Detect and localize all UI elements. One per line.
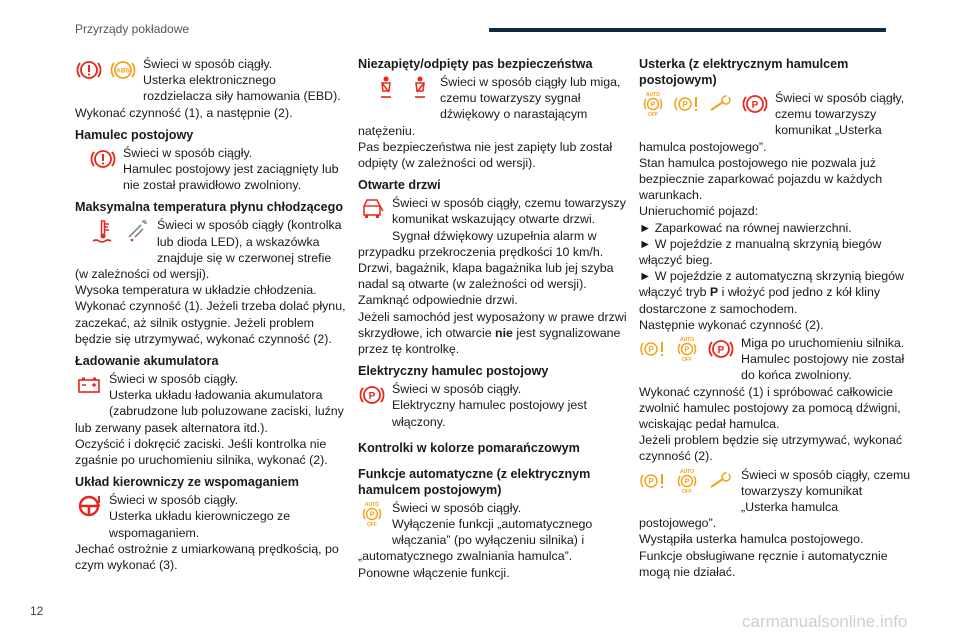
steady-lead: Świeci w sposób ciągły, czemu towarzyszy komunikat „Usterka hamulca postojowego”. — [639, 467, 911, 531]
door-p2: Drzwi, bagażnik, klapa bagażnika lub jej szyba nadal są otwarte (w zależności od wersji). — [358, 261, 614, 292]
seatbelt-section — [358, 74, 630, 171]
seatbelt-rear-icon — [406, 74, 434, 102]
door-open-icon — [358, 195, 386, 223]
header-bar — [489, 28, 886, 32]
svg-text:P: P — [682, 100, 688, 109]
svg-text:OFF: OFF — [648, 112, 658, 118]
battery-action: Oczyścić i dokręcić zaciski. Jeśli kontrolka nie zgaśnie po uruchomieniu silnika, wykonać (2). — [75, 436, 328, 468]
ebd-section — [75, 56, 347, 121]
auto-off-icon — [673, 467, 701, 495]
ebd-icons — [75, 56, 137, 90]
column-3 — [639, 56, 911, 580]
blink-lead: Miga po uruchomieniu silnika. — [741, 336, 905, 351]
fault-p2: Unieruchomić pojazd: — [639, 204, 759, 219]
svg-text:AUTO: AUTO — [679, 337, 695, 344]
epb-lead: Świeci w sposób ciągły. — [392, 382, 522, 397]
fault-b2: ► W pojeździe z manualną skrzynią biegów włączyć bieg. — [639, 236, 882, 268]
fault-p3: Następnie wykonać czynność (2). — [639, 317, 824, 332]
steering-title: Układ kierowniczy ze wspomaganiem — [75, 475, 299, 490]
steering-section — [75, 492, 347, 573]
watermark: carmanualsonline.info — [742, 612, 908, 631]
auto-lead: Świeci w sposób ciągły. — [392, 500, 522, 515]
door-p3: Zamknąć odpowiednie drzwi. — [358, 293, 518, 308]
fault-b3c: i włożyć pod jedno z kół kliny dostarczone z samochodem. — [639, 285, 881, 316]
svg-text:P: P — [717, 345, 725, 357]
epb-icons — [358, 381, 386, 415]
battery-text: Usterka układu ładowania akumulatora (zabrudzone lub poluzowane zaciski, luźny lub zerwany pasek alternatora itd.). — [75, 388, 344, 435]
auto-off-icon — [639, 90, 667, 118]
fault-b1: ► Zaparkować na równej nawierzchni. — [639, 220, 852, 235]
power-steering-icon — [75, 492, 103, 520]
fault-p1: Stan hamulca postojowego nie pozwala już bezpiecznie zaparkować pojazdu w każdych warunkach. — [639, 155, 883, 203]
fault-lead: Świeci w sposób ciągły, czemu towarzyszy komunikat „Usterka hamulca postojowego”. — [639, 91, 905, 154]
steady-p2: Funkcje obsługiwane ręcznie i automatycznie mogą nie działać. — [639, 548, 888, 579]
parking-icons — [75, 145, 117, 179]
svg-text:P: P — [648, 476, 654, 486]
blink-icons — [639, 335, 735, 369]
auto-action: Ponowne włączenie funkcji. — [358, 565, 510, 580]
auto-title: Funkcje automatyczne (z elektrycznym hamulcem postojowym) — [358, 466, 591, 497]
door-section — [358, 195, 630, 357]
coolant-icons — [75, 217, 151, 251]
steady-icons — [639, 467, 735, 501]
battery-lead: Świeci w sposób ciągły. — [109, 372, 239, 387]
fault-section — [639, 90, 911, 333]
fault-b3a: ► W pojeździe z automatyczną skrzynią biegów włączyć tryb — [639, 269, 905, 300]
fault-title: Usterka (z elektrycznym hamulcem postojowym) — [639, 57, 849, 87]
svg-text:OFF: OFF — [682, 488, 692, 495]
svg-text:AUTO: AUTO — [364, 501, 380, 508]
wrench-icon — [707, 90, 735, 118]
door-p4c: jest sygnalizowane przez tę kontrolkę. — [358, 325, 621, 357]
svg-text:P: P — [650, 101, 656, 109]
battery-title: Ładowanie akumulatora — [75, 354, 219, 369]
steering-text: Usterka układu kierowniczego ze wspomaganiem. — [109, 509, 291, 540]
seatbelt-front-icon — [372, 74, 400, 102]
electric-parking-brake-icon — [741, 90, 769, 118]
epb-section — [358, 381, 630, 430]
brake-fault-icon — [639, 467, 667, 495]
seatbelt-lead: Świeci w sposób ciągły lub miga, czemu towarzyszy sygnał dźwiękowy o narastającym natężeniu. — [358, 75, 621, 138]
brake-fault-icon — [639, 335, 667, 363]
svg-text:P: P — [368, 391, 376, 403]
blink-p2: Wykonać czynność (1) i spróbować całkowicie zwolnić hamulec postojowy za pomocą dźwigni, wciskając pedał hamulca. — [639, 384, 901, 432]
epb-text: Elektryczny hamulec postojowy jest włączony. — [392, 398, 587, 429]
coolant-title: Maksymalna temperatura płynu chłodzącego — [75, 200, 344, 215]
brake-fault-icon — [673, 90, 701, 118]
seatbelt-icons — [358, 74, 434, 108]
svg-text:P: P — [684, 478, 690, 486]
door-icons — [358, 195, 386, 229]
steering-lead: Świeci w sposób ciągły. — [109, 493, 239, 508]
steady-p1: Wystąpiła usterka hamulca postojowego. — [639, 532, 864, 547]
ebd-action: Wykonać czynność (1), a następnie (2). — [75, 105, 293, 120]
parking-brake-icon — [89, 145, 117, 173]
electric-parking-brake-icon — [358, 381, 386, 409]
ebd-lead: Świeci w sposób ciągły. — [143, 57, 273, 71]
fault-b3b: P — [709, 285, 719, 300]
column-2 — [358, 56, 630, 581]
svg-text:AUTO: AUTO — [645, 92, 661, 98]
svg-text:ABS: ABS — [116, 67, 130, 75]
svg-text:OFF: OFF — [682, 357, 692, 364]
svg-text:P: P — [648, 345, 654, 355]
svg-text:OFF: OFF — [367, 521, 377, 528]
auto-off-icon — [358, 500, 386, 528]
battery-icons — [75, 371, 103, 405]
battery-icon — [75, 371, 103, 399]
svg-text:P: P — [684, 346, 690, 354]
auto-section — [358, 500, 630, 581]
parking-text: Hamulec postojowy jest zaciągnięty lub nie został prawidłowo zwolniony. — [123, 162, 339, 193]
section-title: Przyrządy pokładowe — [75, 22, 190, 36]
steering-icons — [75, 492, 103, 526]
door-title: Otwarte drzwi — [358, 178, 441, 193]
column-1 — [75, 56, 347, 573]
steering-action: Jechać ostrożnie z umiarkowaną prędkością, po czym wykonać (3). — [75, 541, 339, 573]
coolant-p2: Wykonać czynność (1). Jeżeli trzeba dolać płynu, zaczekać, aż silnik ostygnie. Jeżeli problem będzie się utrzymywać, wykonać czynność (2). — [75, 299, 346, 346]
svg-text:P: P — [369, 511, 375, 519]
electric-parking-brake-icon — [707, 335, 735, 363]
seatbelt-title: Niezapięty/odpięty pas bezpieczeństwa — [358, 57, 593, 71]
svg-text:AUTO: AUTO — [679, 468, 695, 475]
coolant-led-icon — [123, 217, 151, 245]
abs-warning-icon — [109, 56, 137, 84]
auto-icons — [358, 500, 386, 534]
wrench-icon — [707, 467, 735, 495]
parking-section — [75, 145, 347, 194]
coolant-temperature-icon — [89, 217, 117, 245]
brake-warning-icon — [75, 56, 103, 84]
page-number: 12 — [30, 604, 44, 618]
steady-section — [639, 467, 911, 580]
parking-lead: Świeci w sposób ciągły. — [123, 145, 253, 160]
fault-icons — [639, 90, 769, 124]
door-p1: Sygnał dźwiękowy uzupełnia alarm w przypadku przekroczenia prędkości 10 km/h. — [358, 228, 604, 259]
parking-title: Hamulec postojowy — [75, 127, 194, 142]
seatbelt-text: Pas bezpieczeństwa nie jest zapięty lub został odpięty (w zależności od wersji). — [358, 139, 613, 171]
door-p4b: nie — [495, 325, 513, 340]
blink-section — [639, 335, 911, 465]
auto-off-icon — [673, 335, 701, 363]
ebd-text: Usterka elektronicznego rozdzielacza siły hamowania (EBD). — [143, 73, 341, 104]
coolant-p1: Wysoka temperatura w układzie chłodzenia. — [75, 283, 317, 298]
coolant-section — [75, 217, 347, 347]
auto-text: Wyłączenie funkcji „automatycznego włączania” (po wyłączeniu silnika) i „automatycznego zwalniania hamulca”. — [358, 517, 593, 564]
door-p4a: Jeżeli samochód jest wyposażony w prawe drzwi skrzydłowe, ich otwarcie — [358, 309, 627, 340]
battery-section — [75, 371, 347, 468]
coolant-lead: Świeci w sposób ciągły (kontrolka lub dioda LED), a wskazówka znajduje się w czerwonej strefie (w zależności od wersji). — [75, 218, 342, 282]
orange-section-title: Kontrolki w kolorze pomarańczowym — [358, 440, 580, 455]
blink-p1: Hamulec postojowy nie został do końca zwolniony. — [741, 352, 905, 383]
epb-title: Elektryczny hamulec postojowy — [358, 364, 549, 379]
blink-p3: Jeżeli problem będzie się utrzymywać, wykonać czynność (2). — [639, 433, 903, 464]
door-lead: Świeci w sposób ciągły, czemu towarzyszy komunikat wskazujący otwarte drzwi. — [392, 196, 626, 227]
svg-text:P: P — [751, 100, 759, 111]
